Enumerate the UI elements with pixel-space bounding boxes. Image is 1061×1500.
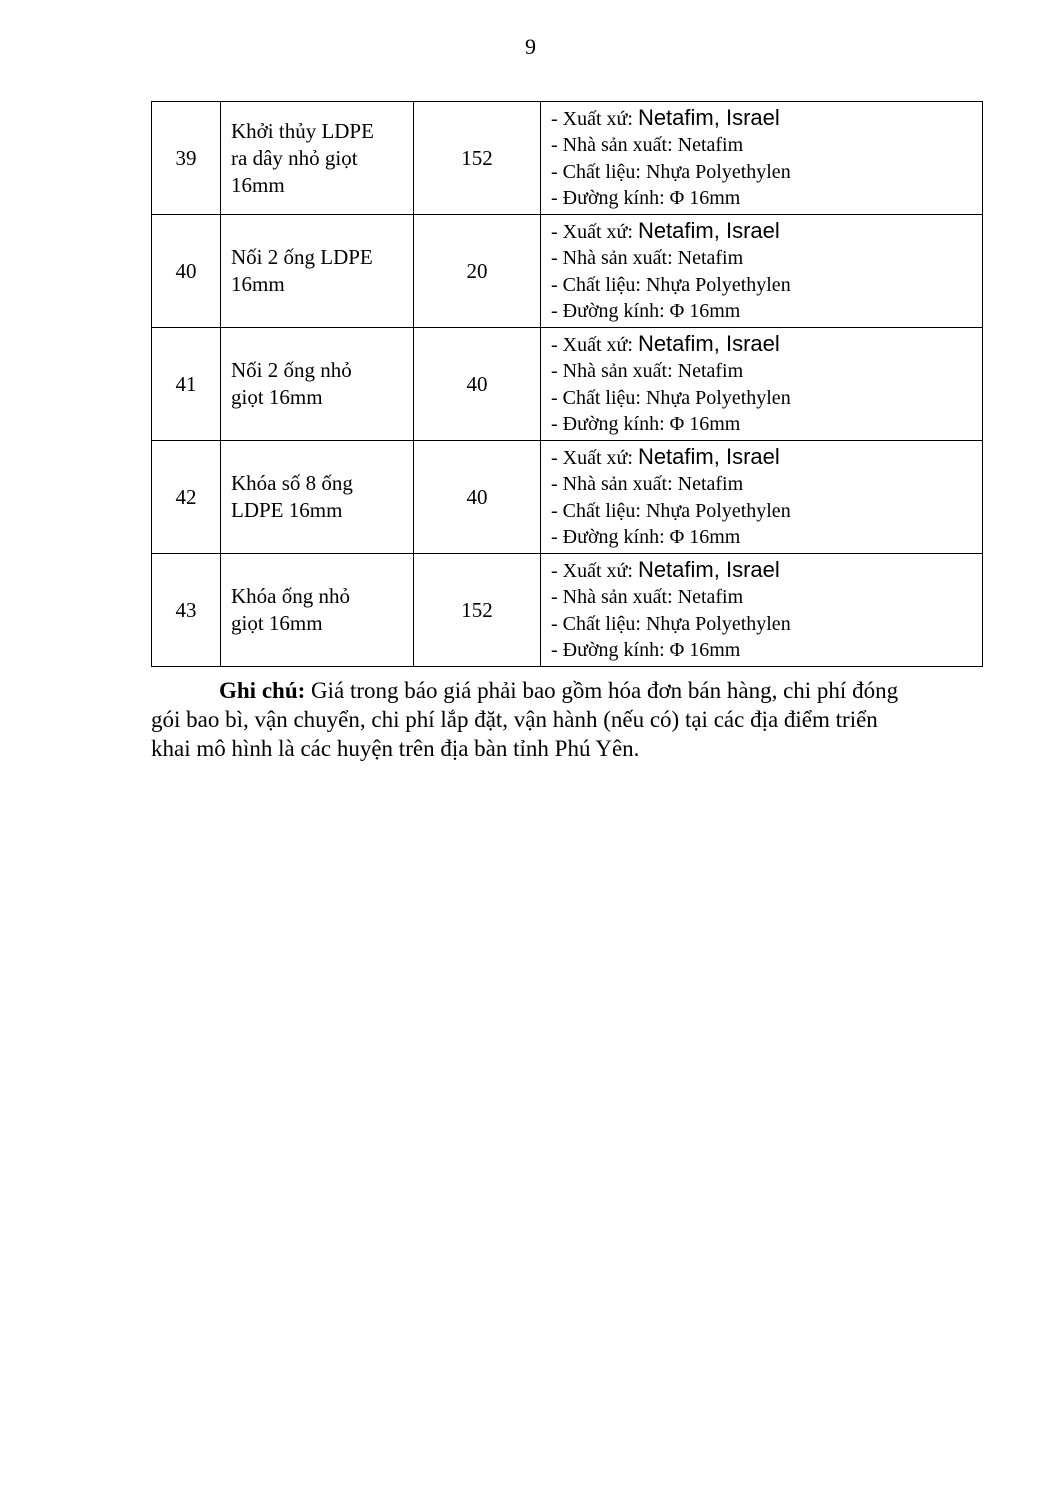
- spec-maker: - Nhà sản xuất: Netafim: [551, 473, 744, 495]
- spec-diameter: - Đường kính: Φ 16mm: [551, 300, 741, 322]
- table-row: [152, 215, 983, 328]
- spec-diameter: - Đường kính: Φ 16mm: [551, 187, 741, 209]
- table-row: [152, 328, 983, 441]
- item-quantity: 40: [414, 328, 541, 441]
- spec-origin-value: Netafim, Israel: [637, 217, 780, 243]
- item-quantity: 40: [414, 441, 541, 554]
- spec-diameter: - Đường kính: Φ 16mm: [551, 413, 741, 435]
- item-number: 42: [152, 441, 221, 554]
- spec-origin: [551, 218, 982, 246]
- table-row: [152, 102, 983, 215]
- spec-diameter: - Đường kính: Φ 16mm: [551, 639, 741, 661]
- item-name: [221, 102, 414, 215]
- item-number: 40: [152, 215, 221, 328]
- spec-origin-value: Netafim, Israel: [637, 104, 780, 130]
- spec-origin: [551, 105, 982, 133]
- note-line: gói bao bì, vận chuyển, chi phí lắp đặt, vận hành (nếu có) tại các địa điểm triển: [151, 707, 878, 732]
- item-number: 43: [152, 554, 221, 667]
- spec-origin-value: Netafim, Israel: [637, 556, 780, 582]
- item-spec: [541, 441, 983, 554]
- item-name-line: Nối 2 ống LDPE: [231, 245, 373, 269]
- item-name-line: giọt 16mm: [231, 385, 323, 409]
- item-name: [221, 328, 414, 441]
- spec-origin-value: Netafim, Israel: [637, 330, 780, 356]
- item-spec: [541, 215, 983, 328]
- item-name-line: LDPE 16mm: [231, 498, 343, 522]
- note-line: khai mô hình là các huyện trên địa bàn tỉnh Phú Yên.: [151, 736, 640, 761]
- item-name-line: Khóa ống nhỏ: [231, 584, 350, 608]
- item-name-line: Nối 2 ống nhỏ: [231, 358, 352, 382]
- spec-material: - Chất liệu: Nhựa Polyethylen: [551, 273, 791, 296]
- spec-material: - Chất liệu: Nhựa Polyethylen: [551, 499, 791, 522]
- spec-origin-label: - Xuất xứ:: [551, 333, 638, 356]
- note-text: Giá trong báo giá phải bao gồm hóa đơn bán hàng, chi phí đóng: [305, 678, 899, 703]
- item-name-line: Khởi thủy LDPE: [231, 118, 374, 143]
- note-paragraph: [151, 676, 983, 763]
- spec-maker: - Nhà sản xuất: Netafim: [551, 360, 744, 382]
- spec-origin: [551, 444, 982, 472]
- spec-origin-label: - Xuất xứ:: [551, 220, 638, 243]
- item-name-line: giọt 16mm: [231, 611, 323, 635]
- item-name: [221, 441, 414, 554]
- item-name: [221, 554, 414, 667]
- items-table: [151, 101, 983, 667]
- table-row: [152, 554, 983, 667]
- item-quantity: 152: [414, 102, 541, 215]
- page-number: 9: [525, 34, 536, 59]
- spec-origin: [551, 557, 982, 585]
- spec-maker: - Nhà sản xuất: Netafim: [551, 586, 744, 608]
- spec-material: - Chất liệu: Nhựa Polyethylen: [551, 160, 791, 183]
- item-quantity: 20: [414, 215, 541, 328]
- item-name-line: 16mm: [231, 172, 285, 197]
- table-row: [152, 441, 983, 554]
- item-spec: [541, 102, 983, 215]
- spec-origin-label: - Xuất xứ:: [551, 446, 638, 469]
- note-line: [151, 676, 983, 705]
- item-number: 39: [152, 102, 221, 215]
- spec-diameter: - Đường kính: Φ 16mm: [551, 526, 741, 548]
- spec-maker: - Nhà sản xuất: Netafim: [551, 134, 744, 156]
- spec-origin-label: - Xuất xứ:: [551, 559, 638, 582]
- note-label: Ghi chú:: [219, 678, 306, 703]
- spec-maker: - Nhà sản xuất: Netafim: [551, 247, 744, 269]
- spec-origin-value: Netafim, Israel: [637, 443, 780, 469]
- spec-material: - Chất liệu: Nhựa Polyethylen: [551, 386, 791, 409]
- item-name-line: ra dây nhỏ giọt: [231, 145, 358, 170]
- spec-origin-label: - Xuất xứ:: [551, 107, 638, 130]
- item-spec: [541, 554, 983, 667]
- item-number: 41: [152, 328, 221, 441]
- item-quantity: 152: [414, 554, 541, 667]
- item-spec: [541, 328, 983, 441]
- item-name-line: Khóa số 8 ống: [231, 471, 353, 495]
- item-name: [221, 215, 414, 328]
- item-name-line: 16mm: [231, 272, 285, 296]
- spec-origin: [551, 331, 982, 359]
- spec-material: - Chất liệu: Nhựa Polyethylen: [551, 612, 791, 635]
